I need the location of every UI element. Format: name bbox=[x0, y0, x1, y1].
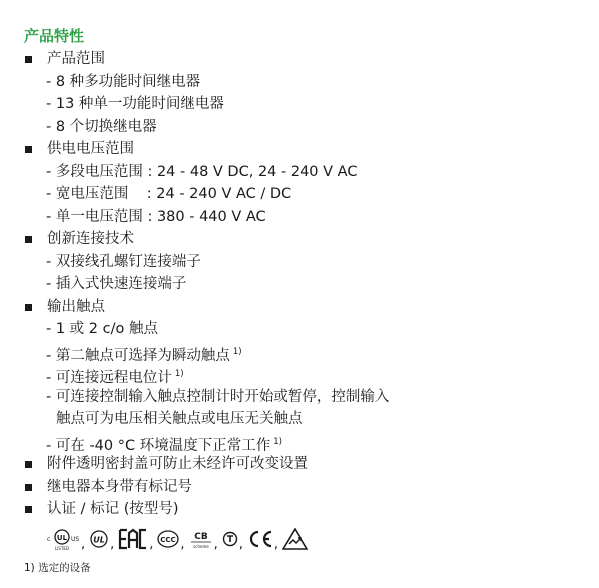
sub-item-text: 触点可为电压相关触点或电压无关触点 bbox=[56, 411, 303, 427]
bullet-item bbox=[0, 476, 599, 499]
certification-marks bbox=[46, 526, 308, 552]
sub-item bbox=[0, 93, 599, 116]
sub-item bbox=[0, 431, 599, 454]
bullet-marker bbox=[25, 461, 32, 468]
separator: , bbox=[110, 536, 115, 552]
sub-item bbox=[0, 386, 599, 409]
footnote-text: 选定的设备 bbox=[38, 562, 91, 574]
bullet-item bbox=[0, 48, 599, 71]
sub-item bbox=[0, 183, 599, 206]
rcm-mark-icon bbox=[282, 528, 308, 550]
sub-item bbox=[0, 251, 599, 274]
sub-item-text: - 双接线孔螺钉连接端子 bbox=[46, 253, 201, 270]
bullet-item bbox=[0, 453, 599, 476]
bullet-marker bbox=[25, 146, 32, 153]
svg-text:LISTED: LISTED bbox=[55, 546, 69, 551]
ce-mark-icon bbox=[247, 529, 273, 549]
bullet-marker bbox=[25, 506, 32, 513]
eac-mark-icon bbox=[118, 528, 148, 550]
sub-item bbox=[0, 363, 599, 386]
gost-mark-icon bbox=[222, 531, 238, 547]
separator: , bbox=[149, 536, 154, 552]
bullet-marker bbox=[25, 484, 32, 491]
bullet-label: 创新连接技术 bbox=[47, 231, 134, 247]
sub-item bbox=[0, 161, 599, 184]
svg-text:scheme: scheme bbox=[192, 544, 209, 549]
sub-item bbox=[0, 71, 599, 94]
sub-item bbox=[0, 341, 599, 364]
sub-item-text: - 可连接远程电位计 bbox=[46, 370, 172, 386]
separator: , bbox=[273, 536, 278, 552]
sub-item bbox=[0, 273, 599, 296]
bullet-label: 产品范围 bbox=[47, 51, 105, 67]
separator: , bbox=[180, 536, 185, 552]
bullet-marker bbox=[25, 304, 32, 311]
sub-item bbox=[0, 116, 599, 139]
footnote-mark: 1) bbox=[273, 436, 282, 447]
cb-scheme-mark-icon bbox=[189, 528, 213, 550]
sub-item-continuation bbox=[0, 408, 599, 431]
footnote-number: 1) bbox=[24, 562, 35, 574]
sub-item-text: - 可连接控制输入触点控制计时开始或暂停，控制输入 bbox=[46, 388, 390, 405]
bullet-label: 输出触点 bbox=[47, 298, 105, 315]
svg-text:UL: UL bbox=[56, 534, 68, 542]
sub-item-text: - 1 或 2 c/o 触点 bbox=[46, 321, 158, 337]
svg-text:US: US bbox=[71, 536, 80, 543]
sub-item-text: - 可在 -40 °C 环境温度下正常工作 bbox=[46, 437, 271, 454]
bullet-item bbox=[0, 498, 599, 521]
svg-text:c: c bbox=[47, 536, 51, 543]
separator: , bbox=[238, 536, 243, 552]
ul-listed-mark-icon bbox=[46, 527, 80, 551]
footnote-mark: 1) bbox=[174, 369, 184, 379]
sub-item bbox=[0, 206, 599, 229]
sub-item-text: - 8 种多功能时间继电器 bbox=[46, 73, 201, 90]
bullet-label: 供电电压范围 bbox=[47, 141, 134, 157]
bullet-item bbox=[0, 228, 599, 251]
sub-item-text: - 宽电压范围 : 24 - 240 V AC / DC bbox=[46, 186, 292, 202]
ul-recognized-mark-icon bbox=[89, 529, 109, 549]
sub-item-text: - 13 种单一功能时间继电器 bbox=[46, 96, 224, 112]
sub-item-text: - 多段电压范围 : 24 - 48 V DC, 24 - 240 V AC bbox=[46, 163, 358, 180]
page-title: 产品特性 bbox=[24, 27, 85, 45]
bullet-label: 附件透明密封盖可防止未经许可改变设置 bbox=[47, 456, 308, 472]
bullet-item bbox=[0, 296, 599, 319]
svg-text:CCC: CCC bbox=[160, 536, 177, 544]
bullet-marker bbox=[25, 56, 32, 63]
svg-text:CB: CB bbox=[193, 532, 208, 542]
ccc-mark-icon bbox=[157, 529, 179, 549]
separator: , bbox=[81, 536, 86, 552]
feature-list bbox=[0, 48, 599, 521]
sub-item-text: - 单一电压范围 : 380 - 440 V AC bbox=[46, 208, 266, 225]
footnote-mark: 1) bbox=[232, 346, 242, 357]
sub-item-text: - 插入式快速连接端子 bbox=[46, 276, 187, 292]
sub-item-text: - 第二触点可选择为瞬动触点 bbox=[46, 347, 230, 364]
bullet-label: 继电器本身带有标记号 bbox=[47, 478, 192, 495]
separator: , bbox=[213, 536, 218, 552]
sub-item-text: - 8 个切换继电器 bbox=[46, 118, 157, 135]
sub-item bbox=[0, 318, 599, 341]
footnote bbox=[24, 560, 91, 575]
svg-text:UL: UL bbox=[93, 535, 105, 545]
bullet-label: 认证 / 标记 (按型号) bbox=[47, 501, 179, 517]
bullet-item bbox=[0, 138, 599, 161]
bullet-marker bbox=[25, 236, 32, 243]
